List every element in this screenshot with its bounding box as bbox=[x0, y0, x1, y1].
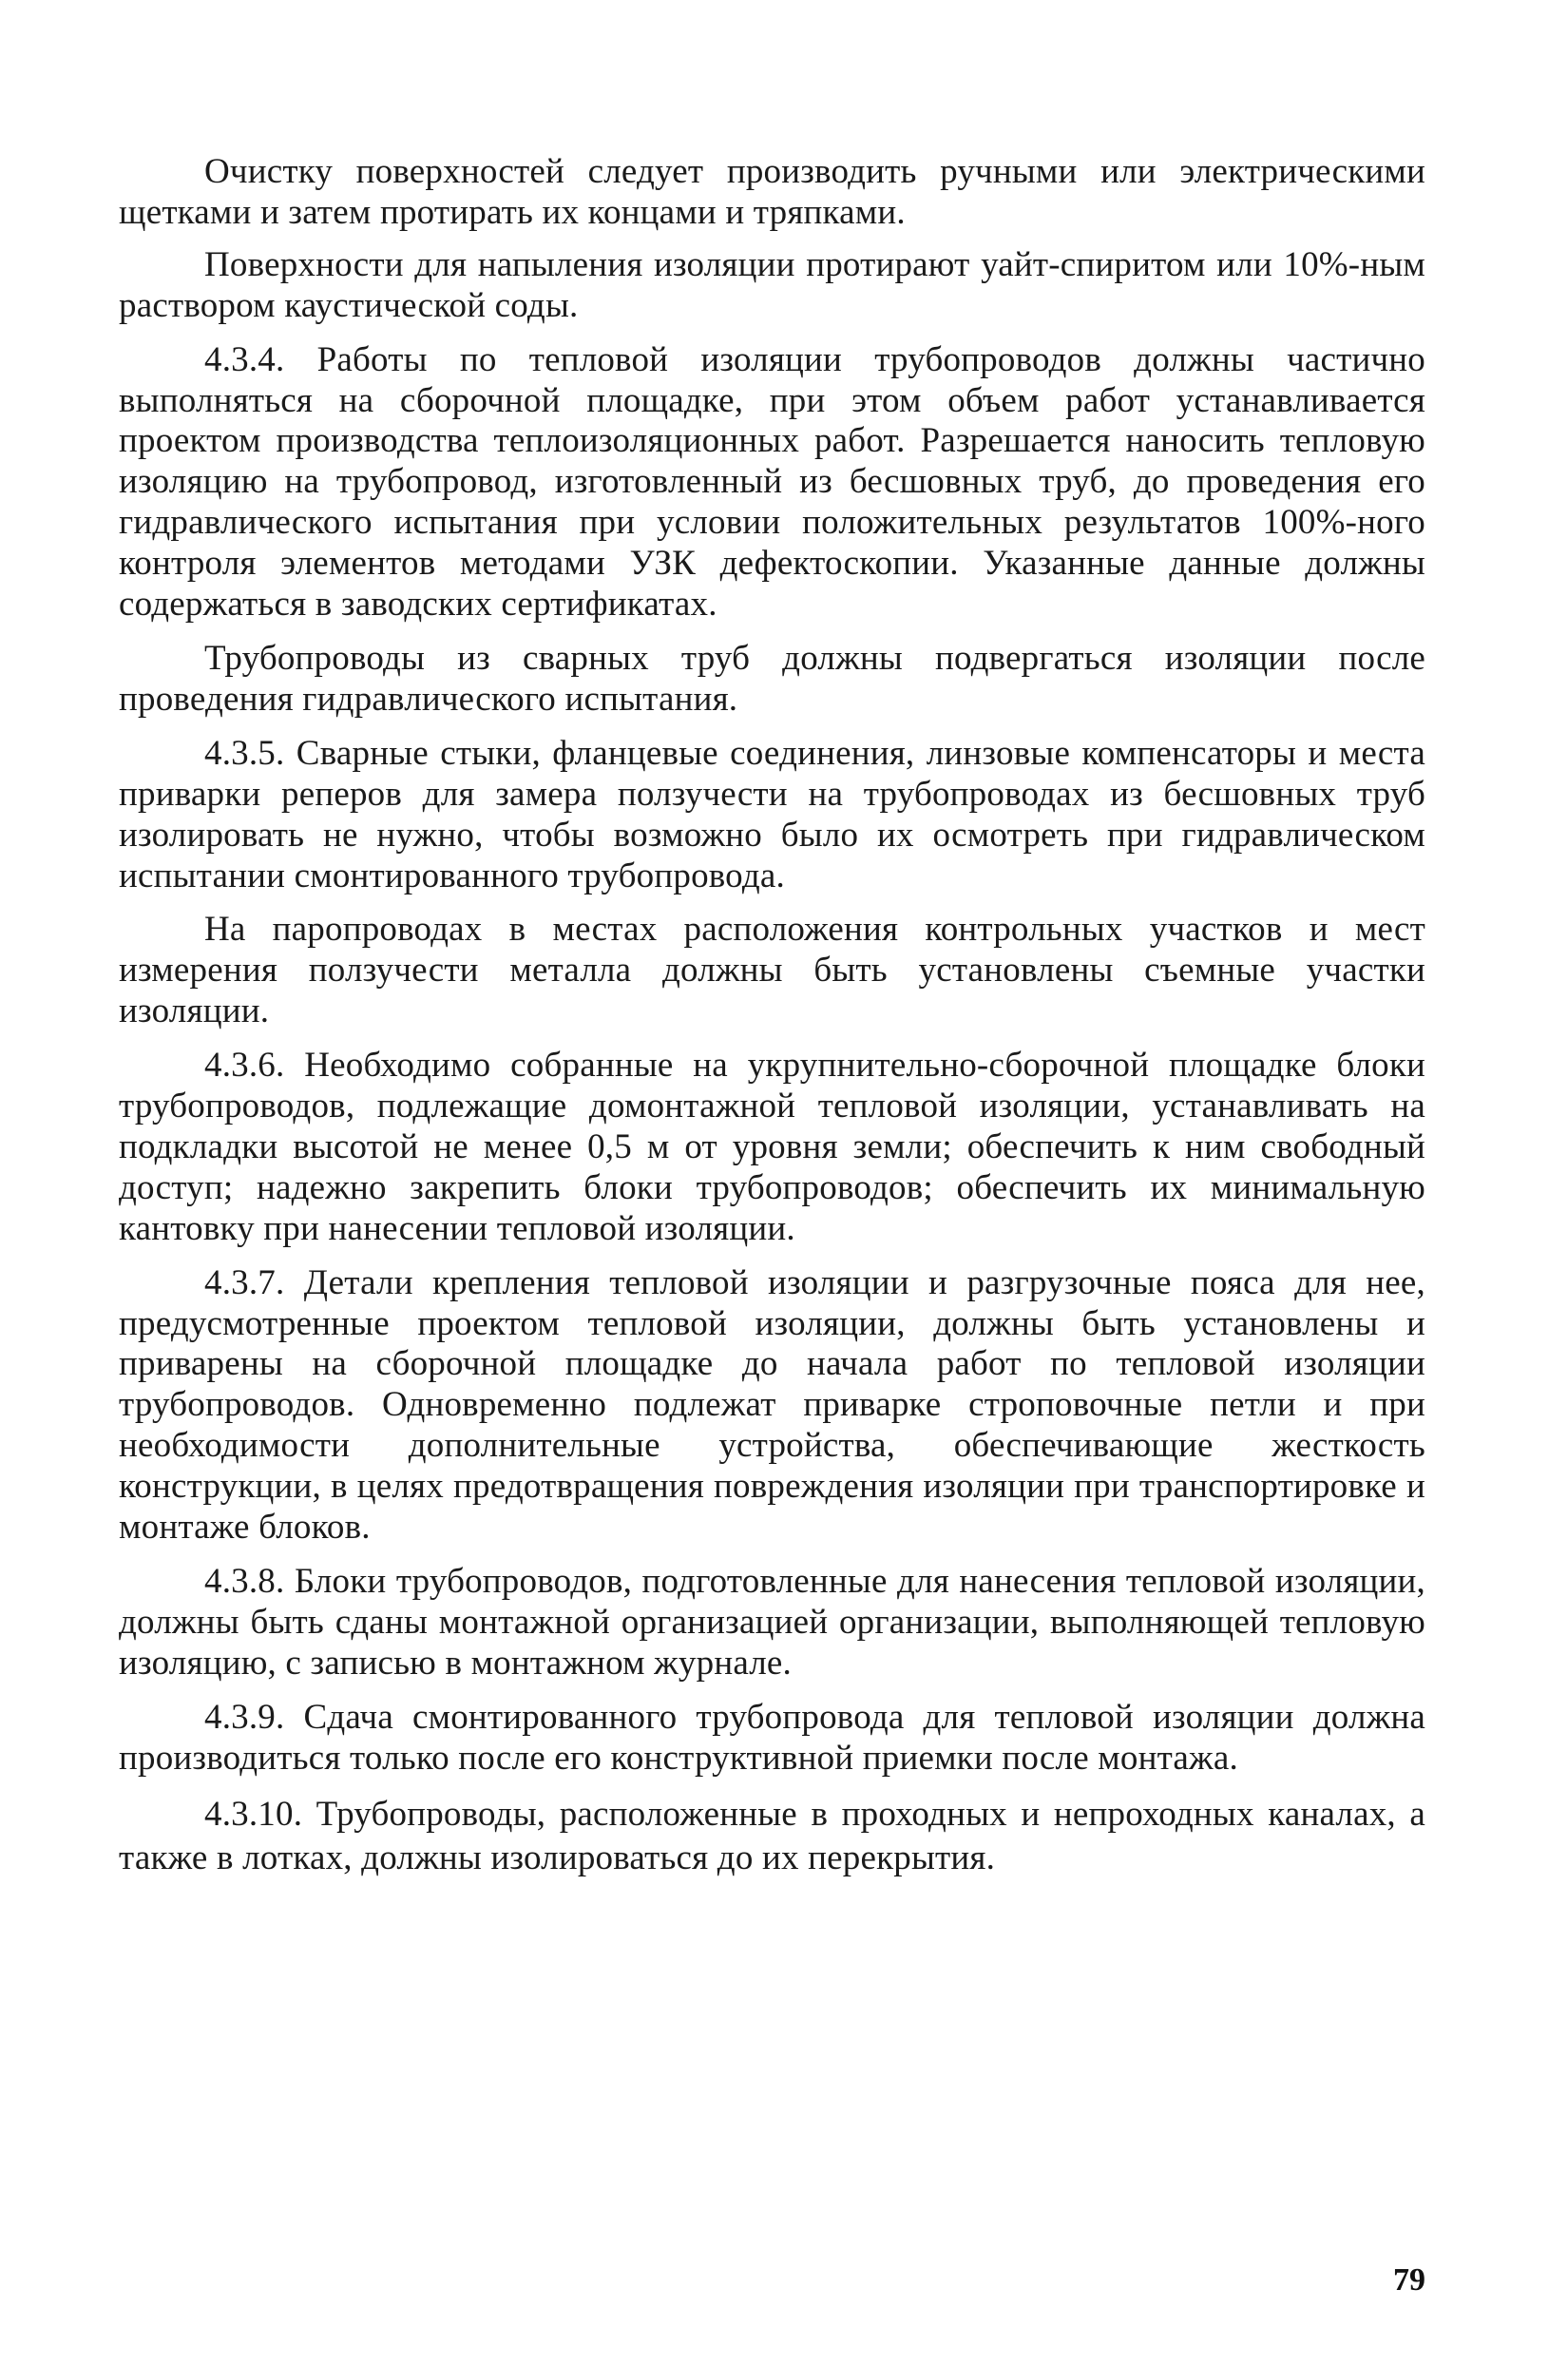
paragraph-cleaning-surfaces: Очистку поверхностей следует производить ручными или электрическими щетками и затем протирать их концами и тряпками. bbox=[119, 152, 1425, 232]
paragraph-spraying-surfaces: Поверхности для напыления изоляции протирают уайт-спиритом или 10%-ным раствором каустической соды. bbox=[119, 244, 1425, 325]
paragraph-4-3-8: 4.3.8. Блоки трубопроводов, подготовленные для нанесения тепловой изоляции, должны быть сданы монтажной организацией организации, выполняющей тепловую изоляцию, с записью в монтажном журнале. bbox=[119, 1562, 1425, 1683]
paragraph-4-3-7: 4.3.7. Детали крепления тепловой изоляции и разгрузочные пояса для нее, предусмотренные проектом тепловой изоляции, должны быть установлены и приварены на сборочной площадке до начала работ по тепловой изоляции трубопроводов. Одновременно подлежат приварке строповочные петли и при необходимости дополнительные устройства, обеспечивающие жесткость конструкции, в целях предотвращения повреждения изоляции при транспортировке и монтаже блоков. bbox=[119, 1262, 1425, 1548]
paragraph-welded-pipes: Трубопроводы из сварных труб должны подвергаться изоляции после проведения гидравлического испытания. bbox=[119, 638, 1425, 719]
paragraph-4-3-9: 4.3.9. Сдача смонтированного трубопровода для тепловой изоляции должна производиться только после его конструктивной приемки после монтажа. bbox=[119, 1697, 1425, 1778]
page-number: 79 bbox=[1393, 2262, 1425, 2298]
paragraph-4-3-6: 4.3.6. Необходимо собранные на укрупнительно-сборочной площадке блоки трубопроводов, подлежащие домонтажной тепловой изоляции, устанавливать на подкладки высотой не менее 0,5 м от уровня земли; обеспечить к ним свободный доступ; надежно закрепить блоки трубопроводов; обеспечить их минимальную кантовку при нанесении тепловой изоляции. bbox=[119, 1046, 1425, 1248]
paragraph-4-3-4: 4.3.4. Работы по тепловой изоляции трубопроводов должны частично выполняться на сборочной площадке, при этом объем работ устанавливается проектом производства теплоизоляционных работ. Разрешается наносить тепловую изоляцию на трубопровод, изготовленный из бесшовных труб, до проведения его гидравлического испытания при условии положительных результатов 100%-ного контроля элементов методами УЗК дефектоскопии. Указанные данные должны содержаться в заводских сертификатах. bbox=[119, 339, 1425, 625]
paragraph-4-3-5: 4.3.5. Сварные стыки, фланцевые соединения, линзовые компенсаторы и места приварки реперов для замера ползучести на трубопроводах из бесшовных труб изолировать не нужно, чтобы возможно было их осмотреть при гидравлическом испытании смонтированного трубопровода. bbox=[119, 733, 1425, 895]
paragraph-steam-pipelines: На паропроводах в местах расположения контрольных участков и мест измерения ползучести металла должны быть установлены съемные участки изоляции. bbox=[119, 910, 1425, 1031]
page-body bbox=[119, 152, 1425, 1894]
paragraph-4-3-10: 4.3.10. Трубопроводы, расположенные в проходных и непроходных каналах, а также в лотках, должны изолироваться до их перекрытия. bbox=[119, 1794, 1425, 1877]
